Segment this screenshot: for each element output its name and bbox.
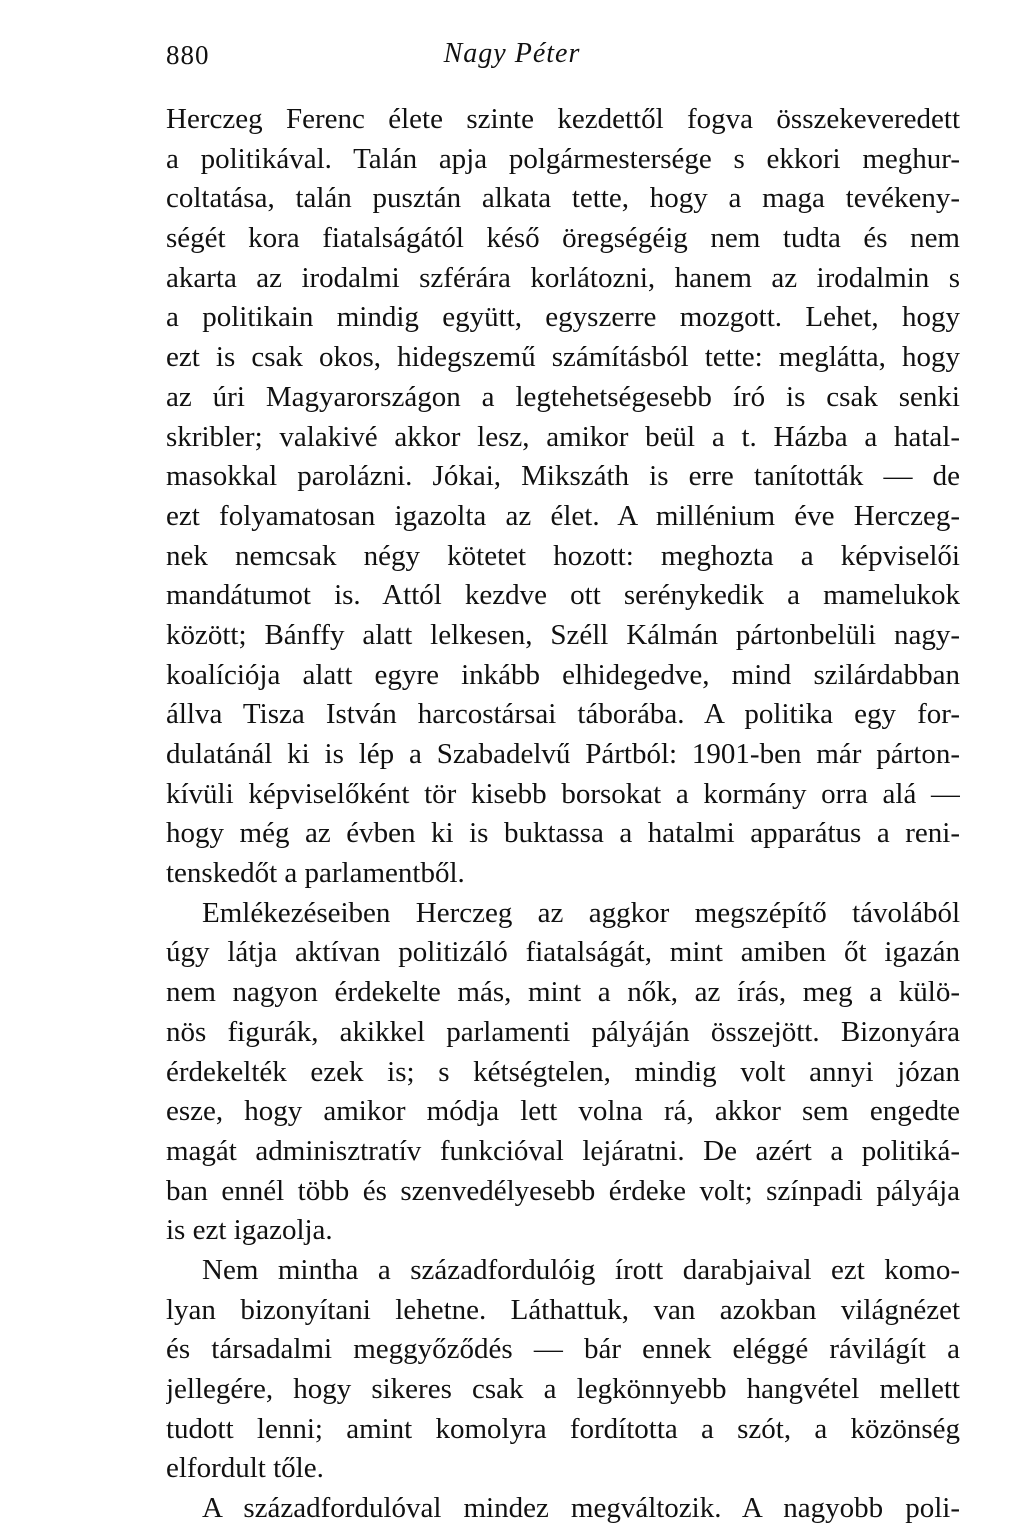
text-line: skribler; valakivé akkor lesz, amikor beül a t. Házba a hatal- [166, 420, 960, 453]
text-line: lyan bizonyítani lehetne. Láthattuk, van azokban világnézet [166, 1293, 960, 1326]
text-line: tudott lenni; amint komolyra fordította a szót, a közönség [166, 1412, 960, 1445]
text-line: tenskedőt a parlamentből. [166, 857, 465, 890]
text-line: A századfordulóval mindez megváltozik. A nagyobb poli- [202, 1492, 960, 1525]
text-line: hogy még az évben ki is buktassa a hatalmi apparátus a reni- [166, 817, 960, 850]
text-line: a politikain mindig együtt, egyszerre mozgott. Lehet, hogy [166, 301, 960, 334]
text-line: mandátumot is. Attól kezdve ott serénykedik a mamelukok [166, 579, 960, 612]
paragraph [166, 1489, 960, 1529]
text-line: masokkal parolázni. Jókai, Mikszáth is erre tanították — de [166, 460, 960, 493]
body-text [166, 100, 960, 1529]
text-line: Emlékezéseiben Herczeg az aggkor megszépítő távolából [202, 896, 960, 929]
text-line: nös figurák, akikkel parlamenti pályáján összejött. Bizonyára [166, 1015, 960, 1048]
text-line: esze, hogy amikor módja lett volna rá, akkor sem engedte [166, 1095, 960, 1128]
running-head: Nagy Péter [443, 38, 581, 69]
text-line: koalíciója alatt egyre inkább elhidegedve, mind szilárdabban [166, 658, 960, 691]
text-line: és társadalmi meggyőződés — bár ennek eléggé rávilágít a [166, 1333, 960, 1366]
paragraph [166, 100, 960, 894]
text-line: kívüli képviselőként tör kisebb borsokat a kormány orra alá — [166, 777, 960, 810]
text-line: nem nagyon érdekelte más, mint a nők, az írás, meg a külö- [166, 976, 960, 1009]
text-line: is ezt igazolja. [166, 1214, 333, 1247]
text-line: a politikával. Talán apja polgármestersége s ekkori meghur- [166, 142, 960, 175]
text-line: magát adminisztratív funkcióval lejáratni. De azért a politiká- [166, 1134, 960, 1167]
text-line: állva Tisza István harcostársai táborába. A politika egy for- [166, 698, 960, 731]
text-line: coltatása, talán pusztán alkata tette, hogy a maga tevékeny- [166, 182, 960, 215]
text-line: Herczeg Ferenc élete szinte kezdettől fogva összekeveredett [166, 103, 960, 135]
text-line: akarta az irodalmi szférára korlátozni, hanem az irodalmin s [166, 261, 960, 294]
text-line: nek nemcsak négy kötetet hozott: meghozta a képviselői [166, 539, 960, 572]
text-line: elfordult tőle. [166, 1452, 324, 1485]
text-line: jellegére, hogy sikeres csak a legkönnyebb hangvétel mellett [166, 1373, 960, 1405]
text-line: érdekelték ezek is; s kétségtelen, mindig volt annyi józan [166, 1055, 960, 1088]
text-line: úgy látja aktívan politizáló fiatalságát, mint amiben őt igazán [166, 936, 960, 969]
text-line: Nem mintha a századfordulóig írott darabjaival ezt komo- [202, 1253, 960, 1286]
paragraph [166, 894, 960, 1251]
text-line: között; Bánffy alatt lelkesen, Széll Kálmán pártonbelüli nagy- [166, 618, 960, 651]
text-line: ezt is csak okos, hidegszemű számításból tette: meglátta, hogy [166, 341, 960, 374]
text-line: dulatánál ki is lép a Szabadelvű Pártból: 1901-ben már párton- [166, 738, 960, 770]
text-line: az úri Magyarországon a legtehetségesebb író is csak senki [166, 380, 960, 413]
page-number: 880 [166, 40, 210, 70]
text-line: ban ennél több és szenvedélyesebb érdeke volt; színpadi pályája [166, 1174, 960, 1207]
text-line: ezt folyamatosan igazolta az élet. A millénium éve Herczeg- [166, 499, 960, 532]
text-line: ségét kora fiatalságától késő öregségéig nem tudta és nem [166, 222, 960, 255]
paragraph [166, 1251, 960, 1489]
